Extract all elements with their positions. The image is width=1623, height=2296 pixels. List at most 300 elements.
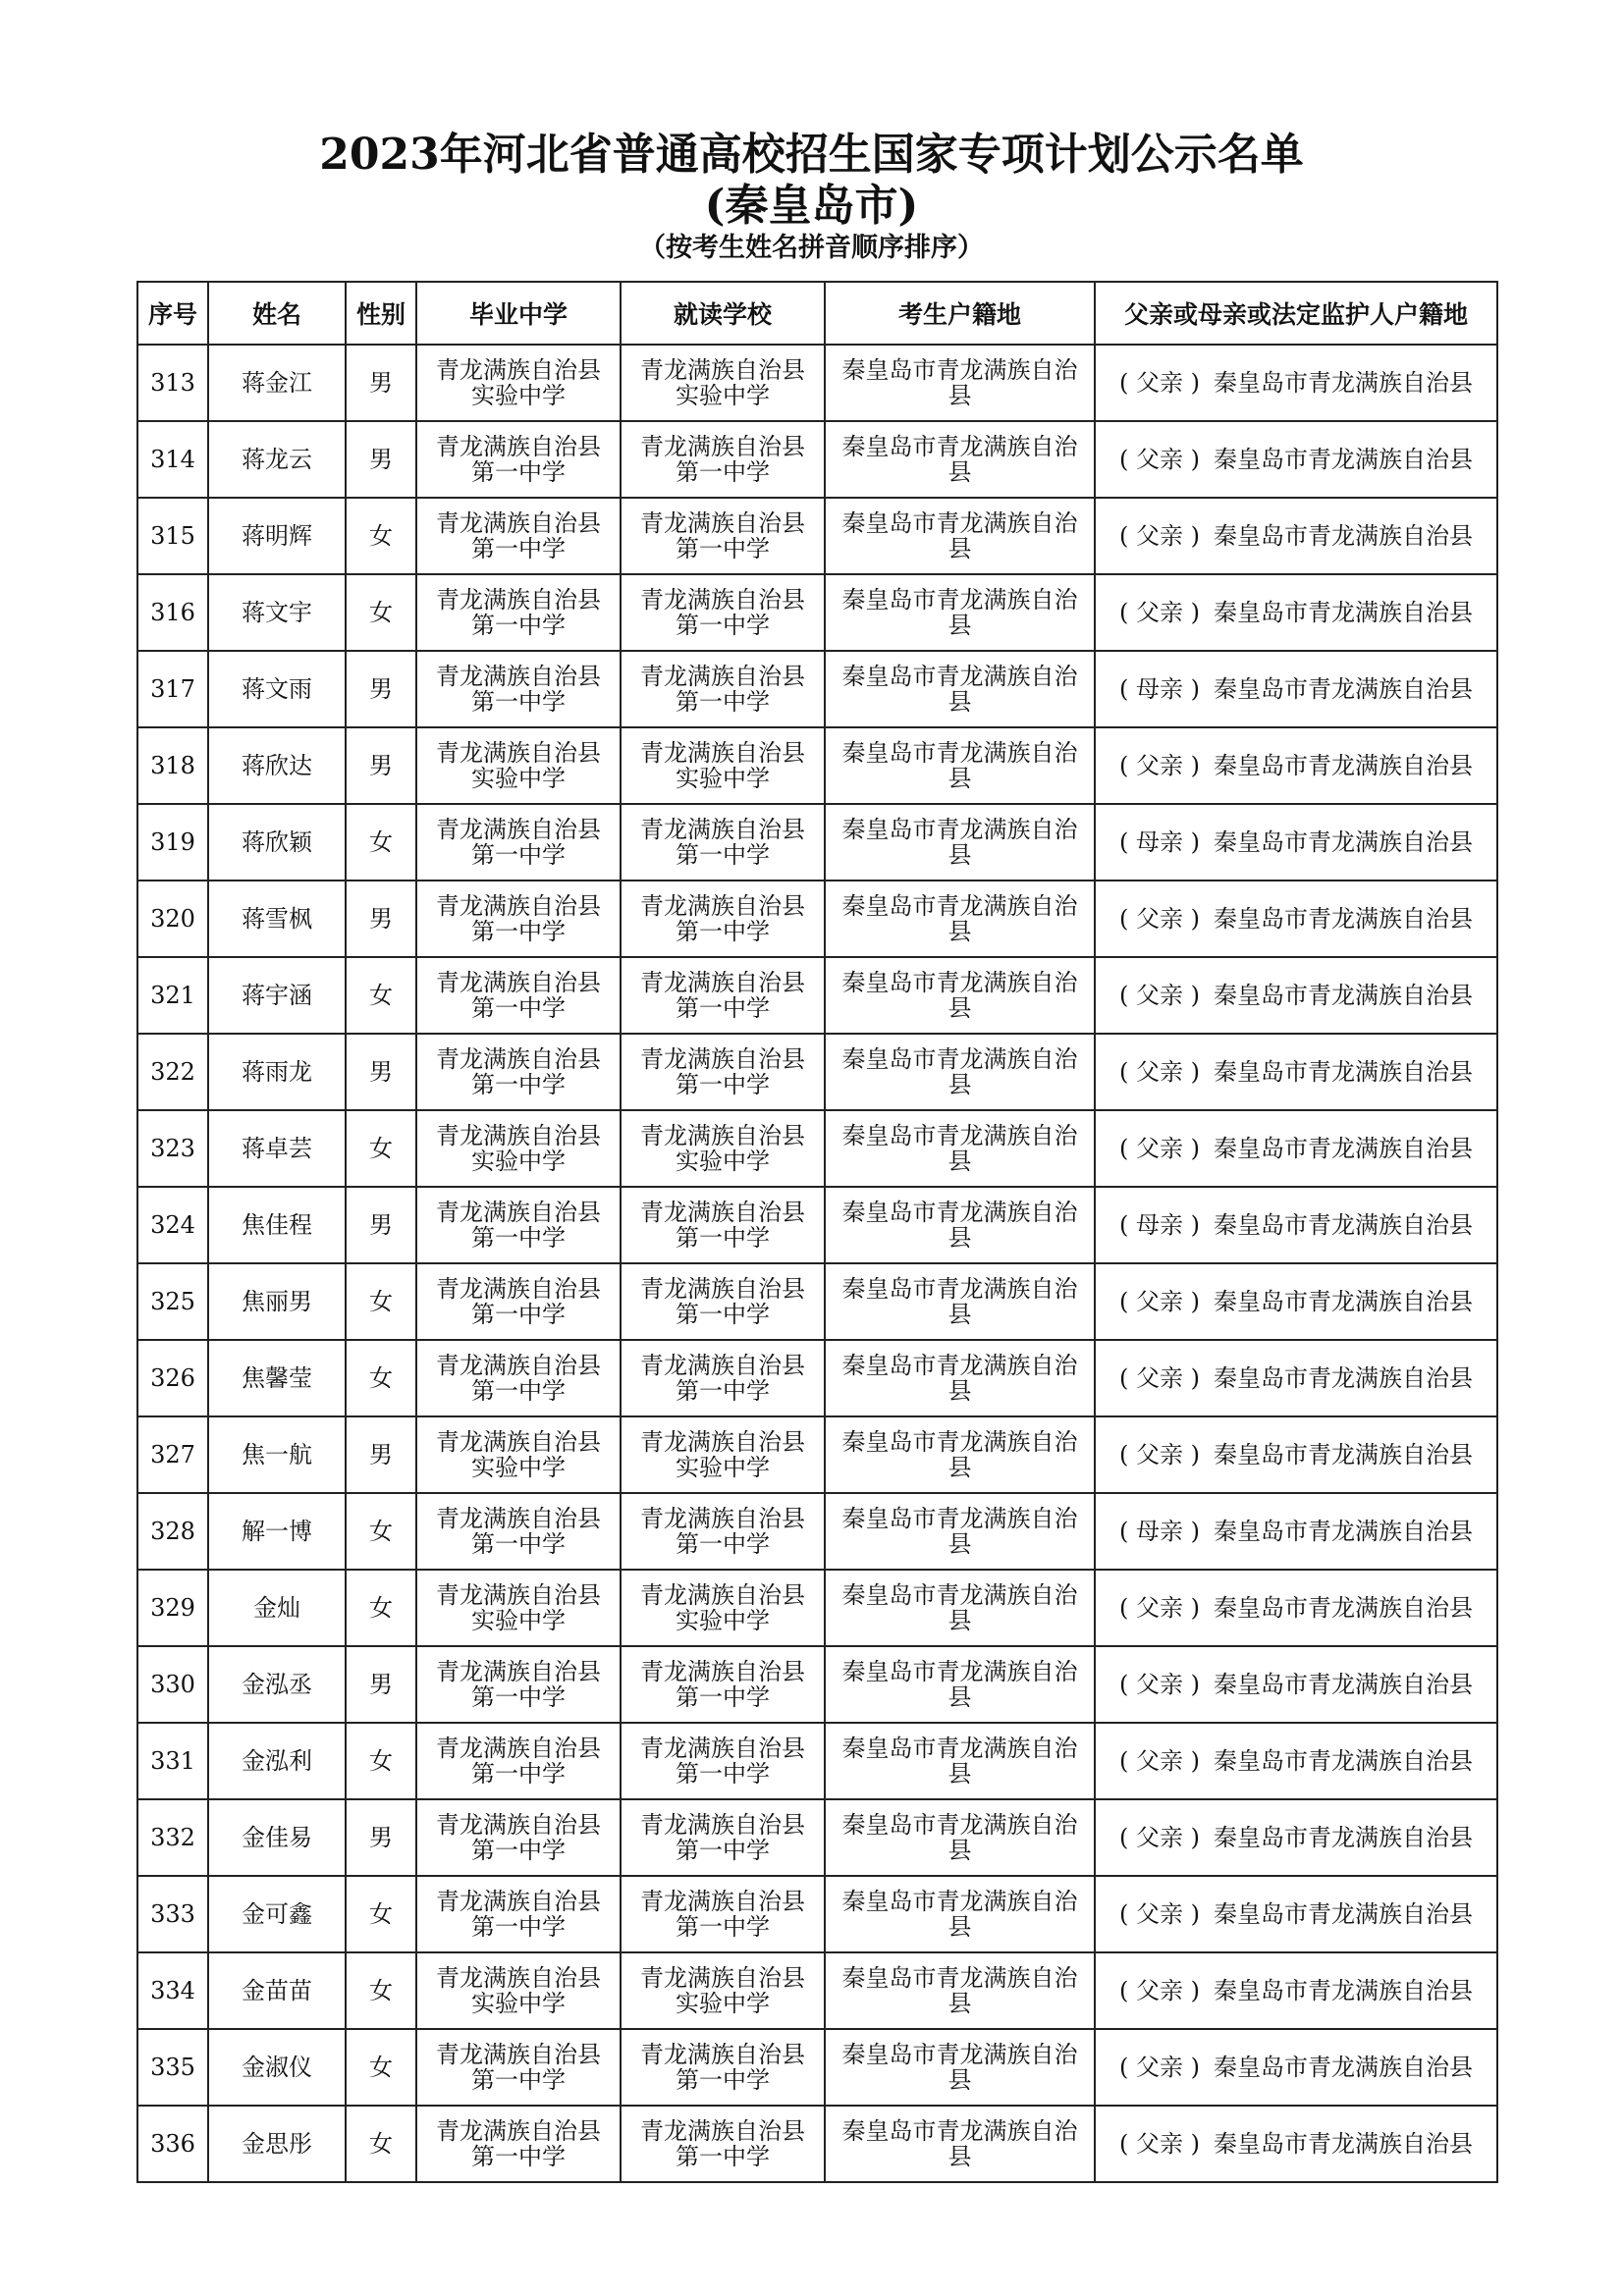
cell-gender: 女	[346, 804, 416, 881]
guardian-hukou: 秦皇岛市青龙满族自治县	[1213, 905, 1473, 933]
cell-seq: 321	[137, 957, 208, 1034]
guardian-hukou: 秦皇岛市青龙满族自治县	[1213, 1441, 1473, 1468]
cell-grad-school	[416, 1034, 621, 1110]
guardian-relation: ( 父亲 )	[1119, 982, 1200, 1009]
cell-current-school	[621, 2106, 825, 2182]
cell-grad-school-line-1: 青龙满族自治县	[436, 433, 601, 460]
cell-hukou	[825, 1493, 1095, 1570]
cell-grad-school	[416, 1263, 621, 1340]
table-row	[137, 1952, 1497, 2029]
cell-name: 焦佳程	[208, 1187, 346, 1263]
cell-current-school	[621, 651, 825, 727]
guardian-hukou: 秦皇岛市青龙满族自治县	[1213, 1977, 1473, 2004]
cell-current-school-line-2: 第一中学	[676, 1760, 770, 1788]
table-row	[137, 1416, 1497, 1493]
guardian-hukou: 秦皇岛市青龙满族自治县	[1213, 982, 1473, 1009]
cell-current-school-line-2: 实验中学	[676, 1990, 770, 2017]
guardian-relation: ( 父亲 )	[1119, 446, 1200, 473]
cell-guardian	[1095, 1952, 1497, 2029]
cell-grad-school-line-2: 第一中学	[471, 1071, 566, 1098]
cell-current-school-line-2: 实验中学	[676, 765, 770, 792]
cell-grad-school-line-1: 青龙满族自治县	[436, 739, 601, 767]
cell-name: 蒋欣颖	[208, 804, 346, 881]
cell-gender: 男	[346, 1646, 416, 1723]
cell-hukou	[825, 1723, 1095, 1799]
cell-hukou-line-1: 秦皇岛市青龙满族自治	[841, 2117, 1078, 2145]
guardian-hukou: 秦皇岛市青龙满族自治县	[1213, 446, 1473, 473]
cell-grad-school-line-1: 青龙满族自治县	[436, 1735, 601, 1762]
cell-hukou-line-2: 县	[947, 1683, 972, 1711]
cell-grad-school-line-1: 青龙满族自治县	[436, 663, 601, 690]
cell-grad-school	[416, 1723, 621, 1799]
cell-current-school-line-1: 青龙满族自治县	[640, 1428, 805, 1456]
column-header-name: 姓名	[208, 282, 346, 345]
cell-guardian	[1095, 345, 1497, 421]
table-row	[137, 957, 1497, 1034]
cell-hukou-line-2: 县	[947, 1913, 972, 1941]
cell-current-school-line-2: 第一中学	[676, 1224, 770, 1252]
cell-grad-school	[416, 727, 621, 804]
cell-name: 蒋雪枫	[208, 881, 346, 957]
table-row	[137, 574, 1497, 651]
cell-current-school-line-1: 青龙满族自治县	[640, 969, 805, 996]
cell-seq: 330	[137, 1646, 208, 1723]
cell-grad-school-line-1: 青龙满族自治县	[436, 509, 601, 537]
guardian-hukou: 秦皇岛市青龙满族自治县	[1213, 369, 1473, 397]
cell-hukou-line-2: 县	[947, 1530, 972, 1558]
cell-grad-school	[416, 1646, 621, 1723]
cell-name: 焦丽男	[208, 1263, 346, 1340]
cell-current-school	[621, 345, 825, 421]
cell-grad-school-line-2: 第一中学	[471, 841, 566, 869]
cell-hukou-line-1: 秦皇岛市青龙满族自治	[841, 1199, 1078, 1226]
cell-hukou	[825, 1187, 1095, 1263]
cell-seq: 323	[137, 1110, 208, 1187]
guardian-relation: ( 父亲 )	[1119, 1977, 1200, 2004]
guardian-relation: ( 父亲 )	[1119, 522, 1200, 550]
cell-grad-school	[416, 1799, 621, 1876]
cell-hukou	[825, 957, 1095, 1034]
cell-current-school-line-2: 第一中学	[676, 1837, 770, 1864]
cell-name: 金淑仪	[208, 2029, 346, 2106]
cell-hukou-line-2: 县	[947, 1454, 972, 1481]
cell-seq: 336	[137, 2106, 208, 2182]
cell-current-school-line-1: 青龙满族自治县	[640, 2041, 805, 2068]
cell-current-school-line-1: 青龙满族自治县	[640, 1045, 805, 1073]
cell-guardian	[1095, 421, 1497, 498]
cell-current-school	[621, 1263, 825, 1340]
cell-current-school	[621, 421, 825, 498]
cell-hukou	[825, 1263, 1095, 1340]
cell-name: 解一博	[208, 1493, 346, 1570]
cell-guardian	[1095, 1570, 1497, 1646]
cell-gender: 女	[346, 1876, 416, 1952]
cell-current-school	[621, 1034, 825, 1110]
cell-current-school	[621, 727, 825, 804]
table-row	[137, 498, 1497, 574]
guardian-hukou: 秦皇岛市青龙满族自治县	[1213, 1211, 1473, 1239]
cell-hukou-line-2: 县	[947, 688, 972, 716]
cell-grad-school-line-1: 青龙满族自治县	[436, 1045, 601, 1073]
table-row	[137, 881, 1497, 957]
cell-seq: 316	[137, 574, 208, 651]
cell-grad-school-line-1: 青龙满族自治县	[436, 1888, 601, 1915]
cell-grad-school-line-2: 第一中学	[471, 1837, 566, 1864]
cell-current-school-line-1: 青龙满族自治县	[640, 1275, 805, 1303]
cell-current-school-line-1: 青龙满族自治县	[640, 1811, 805, 1839]
cell-seq: 328	[137, 1493, 208, 1570]
cell-seq: 326	[137, 1340, 208, 1416]
cell-hukou-line-1: 秦皇岛市青龙满族自治	[841, 433, 1078, 460]
cell-grad-school-line-1: 青龙满族自治县	[436, 1352, 601, 1379]
column-header-grad-school: 毕业中学	[416, 282, 621, 345]
guardian-hukou: 秦皇岛市青龙满族自治县	[1213, 1518, 1473, 1545]
cell-gender: 女	[346, 1570, 416, 1646]
cell-current-school-line-1: 青龙满族自治县	[640, 816, 805, 843]
cell-current-school	[621, 1340, 825, 1416]
cell-grad-school-line-2: 第一中学	[471, 1913, 566, 1941]
cell-hukou	[825, 574, 1095, 651]
cell-grad-school-line-1: 青龙满族自治县	[436, 1505, 601, 1532]
guardian-hukou: 秦皇岛市青龙满族自治县	[1213, 1364, 1473, 1392]
cell-current-school-line-2: 实验中学	[676, 1454, 770, 1481]
cell-name: 蒋金江	[208, 345, 346, 421]
cell-current-school-line-1: 青龙满族自治县	[640, 1735, 805, 1762]
cell-gender: 女	[346, 1263, 416, 1340]
cell-current-school-line-2: 第一中学	[676, 1913, 770, 1941]
table-row	[137, 1340, 1497, 1416]
cell-hukou	[825, 651, 1095, 727]
cell-current-school-line-2: 第一中学	[676, 2066, 770, 2094]
cell-guardian	[1095, 1723, 1497, 1799]
cell-grad-school-line-1: 青龙满族自治县	[436, 586, 601, 614]
guardian-hukou: 秦皇岛市青龙满族自治县	[1213, 522, 1473, 550]
cell-current-school-line-2: 第一中学	[676, 2143, 770, 2170]
cell-hukou-line-2: 县	[947, 765, 972, 792]
cell-name: 焦一航	[208, 1416, 346, 1493]
cell-guardian	[1095, 1646, 1497, 1723]
table-row	[137, 1723, 1497, 1799]
cell-grad-school	[416, 1187, 621, 1263]
cell-grad-school-line-2: 第一中学	[471, 1530, 566, 1558]
cell-hukou-line-2: 县	[947, 1990, 972, 2017]
cell-current-school-line-2: 第一中学	[676, 458, 770, 486]
guardian-relation: ( 父亲 )	[1119, 369, 1200, 397]
cell-hukou	[825, 1340, 1095, 1416]
guardian-hukou: 秦皇岛市青龙满族自治县	[1213, 1135, 1473, 1162]
guardian-relation: ( 父亲 )	[1119, 1824, 1200, 1851]
cell-current-school	[621, 1570, 825, 1646]
cell-grad-school-line-2: 第一中学	[471, 1760, 566, 1788]
table-row	[137, 727, 1497, 804]
cell-gender: 女	[346, 1723, 416, 1799]
cell-hukou-line-1: 秦皇岛市青龙满族自治	[841, 356, 1078, 384]
cell-guardian	[1095, 1416, 1497, 1493]
cell-name: 金泓丞	[208, 1646, 346, 1723]
cell-guardian	[1095, 1340, 1497, 1416]
guardian-relation: ( 父亲 )	[1119, 1900, 1200, 1928]
cell-name: 蒋雨龙	[208, 1034, 346, 1110]
table-row	[137, 1493, 1497, 1570]
cell-gender: 女	[346, 574, 416, 651]
guardian-relation: ( 父亲 )	[1119, 599, 1200, 626]
cell-hukou-line-1: 秦皇岛市青龙满族自治	[841, 1581, 1078, 1609]
cell-hukou-line-1: 秦皇岛市青龙满族自治	[841, 1658, 1078, 1685]
cell-seq: 324	[137, 1187, 208, 1263]
table-row	[137, 2029, 1497, 2106]
cell-grad-school-line-2: 第一中学	[471, 2066, 566, 2094]
cell-grad-school-line-2: 第一中学	[471, 688, 566, 716]
cell-seq: 334	[137, 1952, 208, 2029]
cell-grad-school	[416, 1570, 621, 1646]
guardian-relation: ( 父亲 )	[1119, 1747, 1200, 1775]
cell-current-school-line-2: 第一中学	[676, 994, 770, 1022]
cell-hukou	[825, 727, 1095, 804]
cell-grad-school-line-1: 青龙满族自治县	[436, 892, 601, 920]
cell-grad-school	[416, 498, 621, 574]
cell-guardian	[1095, 881, 1497, 957]
cell-grad-school	[416, 1110, 621, 1187]
cell-current-school	[621, 1646, 825, 1723]
cell-current-school-line-1: 青龙满族自治县	[640, 509, 805, 537]
cell-guardian	[1095, 574, 1497, 651]
cell-grad-school-line-2: 第一中学	[471, 2143, 566, 2170]
guardian-relation: ( 父亲 )	[1119, 1671, 1200, 1698]
cell-hukou-line-2: 县	[947, 1071, 972, 1098]
cell-hukou-line-1: 秦皇岛市青龙满族自治	[841, 1275, 1078, 1303]
cell-current-school-line-2: 实验中学	[676, 1148, 770, 1175]
cell-hukou-line-1: 秦皇岛市青龙满族自治	[841, 1888, 1078, 1915]
cell-hukou-line-2: 县	[947, 1377, 972, 1405]
cell-current-school-line-2: 第一中学	[676, 1377, 770, 1405]
cell-guardian	[1095, 1187, 1497, 1263]
cell-grad-school	[416, 574, 621, 651]
cell-current-school-line-1: 青龙满族自治县	[640, 1505, 805, 1532]
cell-grad-school-line-2: 实验中学	[471, 1607, 566, 1634]
cell-hukou-line-1: 秦皇岛市青龙满族自治	[841, 739, 1078, 767]
cell-current-school-line-2: 第一中学	[676, 1530, 770, 1558]
cell-current-school	[621, 1876, 825, 1952]
cell-current-school	[621, 957, 825, 1034]
cell-current-school-line-2: 第一中学	[676, 1683, 770, 1711]
cell-gender: 女	[346, 1952, 416, 2029]
cell-grad-school-line-1: 青龙满族自治县	[436, 2117, 601, 2145]
cell-seq: 331	[137, 1723, 208, 1799]
cell-current-school-line-1: 青龙满族自治县	[640, 2117, 805, 2145]
guardian-hukou: 秦皇岛市青龙满族自治县	[1213, 1747, 1473, 1775]
cell-hukou-line-2: 县	[947, 458, 972, 486]
guardian-relation: ( 父亲 )	[1119, 2130, 1200, 2158]
cell-hukou	[825, 804, 1095, 881]
cell-grad-school-line-1: 青龙满族自治县	[436, 1811, 601, 1839]
cell-current-school-line-1: 青龙满族自治县	[640, 892, 805, 920]
cell-grad-school-line-1: 青龙满族自治县	[436, 1275, 601, 1303]
cell-grad-school-line-2: 第一中学	[471, 458, 566, 486]
cell-current-school-line-2: 第一中学	[676, 841, 770, 869]
cell-guardian	[1095, 1876, 1497, 1952]
cell-seq: 313	[137, 345, 208, 421]
guardian-hukou: 秦皇岛市青龙满族自治县	[1213, 599, 1473, 626]
cell-gender: 男	[346, 1416, 416, 1493]
cell-current-school	[621, 881, 825, 957]
cell-guardian	[1095, 2029, 1497, 2106]
cell-name: 金思彤	[208, 2106, 346, 2182]
cell-hukou	[825, 1110, 1095, 1187]
cell-current-school-line-1: 青龙满族自治县	[640, 1581, 805, 1609]
cell-current-school	[621, 1110, 825, 1187]
cell-seq: 320	[137, 881, 208, 957]
cell-hukou-line-1: 秦皇岛市青龙满族自治	[841, 1352, 1078, 1379]
guardian-hukou: 秦皇岛市青龙满族自治县	[1213, 675, 1473, 703]
cell-grad-school	[416, 804, 621, 881]
guardian-hukou: 秦皇岛市青龙满族自治县	[1213, 1824, 1473, 1851]
cell-hukou-line-2: 县	[947, 1148, 972, 1175]
cell-grad-school-line-2: 第一中学	[471, 1224, 566, 1252]
cell-grad-school-line-1: 青龙满族自治县	[436, 1199, 601, 1226]
cell-name: 金泓利	[208, 1723, 346, 1799]
cell-current-school-line-2: 第一中学	[676, 1301, 770, 1328]
cell-grad-school-line-2: 第一中学	[471, 535, 566, 562]
cell-hukou-line-1: 秦皇岛市青龙满族自治	[841, 892, 1078, 920]
cell-gender: 男	[346, 651, 416, 727]
cell-name: 蒋卓芸	[208, 1110, 346, 1187]
table-row	[137, 1187, 1497, 1263]
cell-grad-school	[416, 1493, 621, 1570]
cell-guardian	[1095, 651, 1497, 727]
cell-gender: 女	[346, 957, 416, 1034]
cell-grad-school	[416, 1340, 621, 1416]
guardian-hukou: 秦皇岛市青龙满族自治县	[1213, 828, 1473, 856]
page-subtitle: (秦皇岛市)	[704, 181, 919, 231]
cell-grad-school-line-2: 实验中学	[471, 1148, 566, 1175]
cell-current-school	[621, 1187, 825, 1263]
cell-name: 蒋文宇	[208, 574, 346, 651]
cell-hukou-line-1: 秦皇岛市青龙满族自治	[841, 1428, 1078, 1456]
table-row	[137, 345, 1497, 421]
cell-name: 蒋龙云	[208, 421, 346, 498]
guardian-relation: ( 父亲 )	[1119, 752, 1200, 779]
cell-current-school	[621, 1416, 825, 1493]
cell-name: 金佳易	[208, 1799, 346, 1876]
cell-current-school	[621, 1723, 825, 1799]
cell-current-school	[621, 574, 825, 651]
cell-hukou-line-2: 县	[947, 918, 972, 945]
guardian-relation: ( 父亲 )	[1119, 905, 1200, 933]
cell-grad-school	[416, 1952, 621, 2029]
cell-gender: 男	[346, 881, 416, 957]
cell-hukou	[825, 1646, 1095, 1723]
guardian-relation: ( 母亲 )	[1119, 675, 1200, 703]
table-row	[137, 2106, 1497, 2182]
cell-guardian	[1095, 1034, 1497, 1110]
cell-grad-school-line-2: 实验中学	[471, 382, 566, 409]
table-row	[137, 1799, 1497, 1876]
cell-hukou	[825, 1034, 1095, 1110]
cell-hukou-line-1: 秦皇岛市青龙满族自治	[841, 1964, 1078, 1992]
cell-hukou	[825, 1799, 1095, 1876]
guardian-hukou: 秦皇岛市青龙满族自治县	[1213, 1058, 1473, 1086]
cell-hukou	[825, 881, 1095, 957]
column-header-current-school: 就读学校	[621, 282, 825, 345]
cell-hukou-line-2: 县	[947, 1760, 972, 1788]
cell-seq: 333	[137, 1876, 208, 1952]
page-title: 2023年河北省普通高校招生国家专项计划公示名单	[319, 130, 1304, 180]
cell-grad-school-line-1: 青龙满族自治县	[436, 2041, 601, 2068]
cell-grad-school-line-2: 第一中学	[471, 1301, 566, 1328]
cell-gender: 女	[346, 1493, 416, 1570]
cell-hukou-line-2: 县	[947, 994, 972, 1022]
cell-grad-school-line-1: 青龙满族自治县	[436, 1581, 601, 1609]
cell-gender: 女	[346, 1340, 416, 1416]
cell-guardian	[1095, 727, 1497, 804]
cell-current-school-line-2: 第一中学	[676, 535, 770, 562]
cell-name: 金可鑫	[208, 1876, 346, 1952]
cell-current-school-line-2: 实验中学	[676, 382, 770, 409]
cell-current-school-line-1: 青龙满族自治县	[640, 739, 805, 767]
cell-grad-school-line-2: 第一中学	[471, 1377, 566, 1405]
cell-grad-school-line-1: 青龙满族自治县	[436, 1658, 601, 1685]
cell-hukou-line-1: 秦皇岛市青龙满族自治	[841, 1122, 1078, 1149]
cell-guardian	[1095, 957, 1497, 1034]
guardian-relation: ( 父亲 )	[1119, 1135, 1200, 1162]
cell-grad-school-line-2: 第一中学	[471, 1683, 566, 1711]
cell-current-school	[621, 498, 825, 574]
table-row	[137, 1034, 1497, 1110]
guardian-relation: ( 母亲 )	[1119, 828, 1200, 856]
cell-current-school-line-2: 第一中学	[676, 918, 770, 945]
cell-grad-school	[416, 957, 621, 1034]
cell-current-school-line-2: 第一中学	[676, 1071, 770, 1098]
cell-hukou-line-2: 县	[947, 1837, 972, 1864]
cell-hukou-line-2: 县	[947, 2143, 972, 2170]
cell-grad-school-line-1: 青龙满族自治县	[436, 356, 601, 384]
cell-gender: 女	[346, 2106, 416, 2182]
cell-current-school	[621, 804, 825, 881]
cell-grad-school-line-1: 青龙满族自治县	[436, 1428, 601, 1456]
cell-hukou-line-1: 秦皇岛市青龙满族自治	[841, 2041, 1078, 2068]
cell-current-school-line-1: 青龙满族自治县	[640, 1352, 805, 1379]
cell-hukou	[825, 1570, 1095, 1646]
cell-grad-school-line-2: 第一中学	[471, 994, 566, 1022]
guardian-hukou: 秦皇岛市青龙满族自治县	[1213, 1671, 1473, 1698]
cell-gender: 女	[346, 1110, 416, 1187]
guardian-relation: ( 母亲 )	[1119, 1211, 1200, 1239]
table-row	[137, 1646, 1497, 1723]
cell-hukou-line-2: 县	[947, 1224, 972, 1252]
cell-current-school-line-1: 青龙满族自治县	[640, 433, 805, 460]
cell-guardian	[1095, 1493, 1497, 1570]
roster-table	[136, 281, 1498, 2183]
cell-guardian	[1095, 498, 1497, 574]
cell-hukou-line-2: 县	[947, 2066, 972, 2094]
cell-hukou-line-2: 县	[947, 535, 972, 562]
guardian-hukou: 秦皇岛市青龙满族自治县	[1213, 2130, 1473, 2158]
cell-hukou-line-1: 秦皇岛市青龙满族自治	[841, 969, 1078, 996]
cell-current-school-line-2: 第一中学	[676, 688, 770, 716]
cell-hukou-line-2: 县	[947, 841, 972, 869]
cell-grad-school	[416, 345, 621, 421]
cell-hukou	[825, 2029, 1095, 2106]
cell-gender: 男	[346, 1034, 416, 1110]
cell-hukou	[825, 2106, 1095, 2182]
cell-current-school-line-1: 青龙满族自治县	[640, 663, 805, 690]
cell-grad-school	[416, 2029, 621, 2106]
cell-seq: 329	[137, 1570, 208, 1646]
cell-hukou	[825, 1952, 1095, 2029]
cell-grad-school-line-2: 实验中学	[471, 765, 566, 792]
cell-current-school-line-1: 青龙满族自治县	[640, 1888, 805, 1915]
table-row	[137, 651, 1497, 727]
